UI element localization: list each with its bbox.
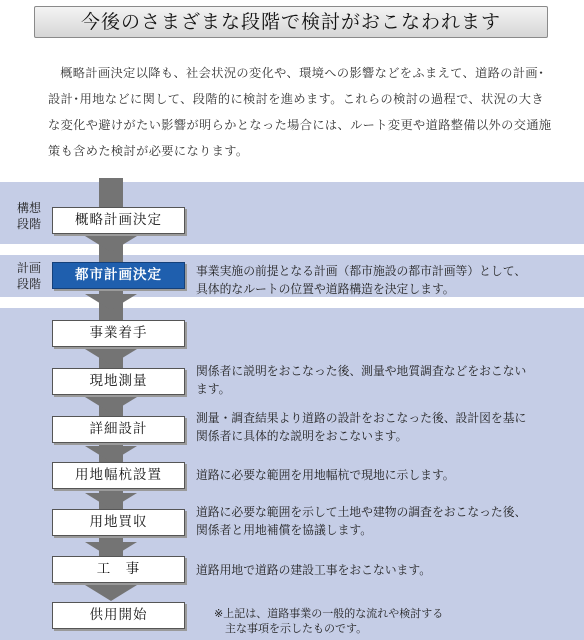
step-genchi-sokuryou: 現地測量 [52,368,185,395]
flow-arrow-head [85,397,137,413]
footnote-line: ※上記は、道路事業の一般的な流れや検討する [214,607,444,620]
phase-label-kousou [12,200,46,232]
phase-label-keikaku [12,260,46,292]
phase-label-line: 構想 [16,201,41,215]
step-jigyou-chakushu: 事業着手 [52,320,185,347]
step-youchi-habakui: 用地幅杭設置 [52,462,185,489]
phase-label-line: 計画 [16,261,41,275]
phase-label-line: 段階 [16,277,41,291]
intro-paragraph: 概略計画決定以降も、社会状況の変化や、環境への影響などをふまえて、道路の計画･設計･用地などに関して、段階的に検討を進めます。これらの検討の過程で、状況の大きな変化や避けがたい影響が明らかとなった場合には、ルート変更や道路整備以外の交通施策も含めた検討が必要になります。 [48,66,552,158]
step-youchi-baishuu: 用地買収 [52,509,185,536]
step-kyouyou-kaishi: 供用開始 [52,602,185,629]
desc-toshi-keikaku-kettei: 事業実施の前提となる計画（都市施設の都市計画等）として、具体的なルートの位置や道路構造を決定します。 [196,264,527,296]
step-shousai-sekkei: 詳細設計 [52,416,185,443]
desc-shousai-sekkei: 測量・調査結果より道路の設計をおこなった後、設計図を基に関係者に具体的な説明をおこないます。 [196,411,527,443]
step-toshi-keikaku-kettei: 都市計画決定 [52,262,185,289]
footnote-line: 主な事項を示したものです。 [225,622,368,635]
desc-youchi-habakui: 道路に必要な範囲を用地幅杭で現地に示します。 [196,468,455,482]
phase-label-line: 段階 [16,217,41,231]
desc-youchi-baishuu: 道路に必要な範囲を示して土地や建物の調査をおこなった後、関係者と用地補償を協議します。 [196,505,527,537]
page-title: 今後のさまざまな段階で検討がおこなわれます [34,6,548,38]
desc-kouji: 道路用地で道路の建設工事をおこないます。 [196,563,431,577]
step-kouji: 工 事 [52,556,185,583]
step-gairyaku-keikaku-kettei: 概略計画決定 [52,207,185,234]
flow-arrow-head [85,236,137,252]
flow-arrow-head [85,446,137,462]
flow-arrow-head [85,294,137,310]
flow-arrow-head [85,585,137,601]
footnote [214,606,554,636]
flow-arrow-head [85,349,137,365]
flow-arrow-head [85,493,137,509]
desc-genchi-sokuryou: 関係者に説明をおこなった後、測量や地質調査などをおこないます。 [196,364,527,396]
